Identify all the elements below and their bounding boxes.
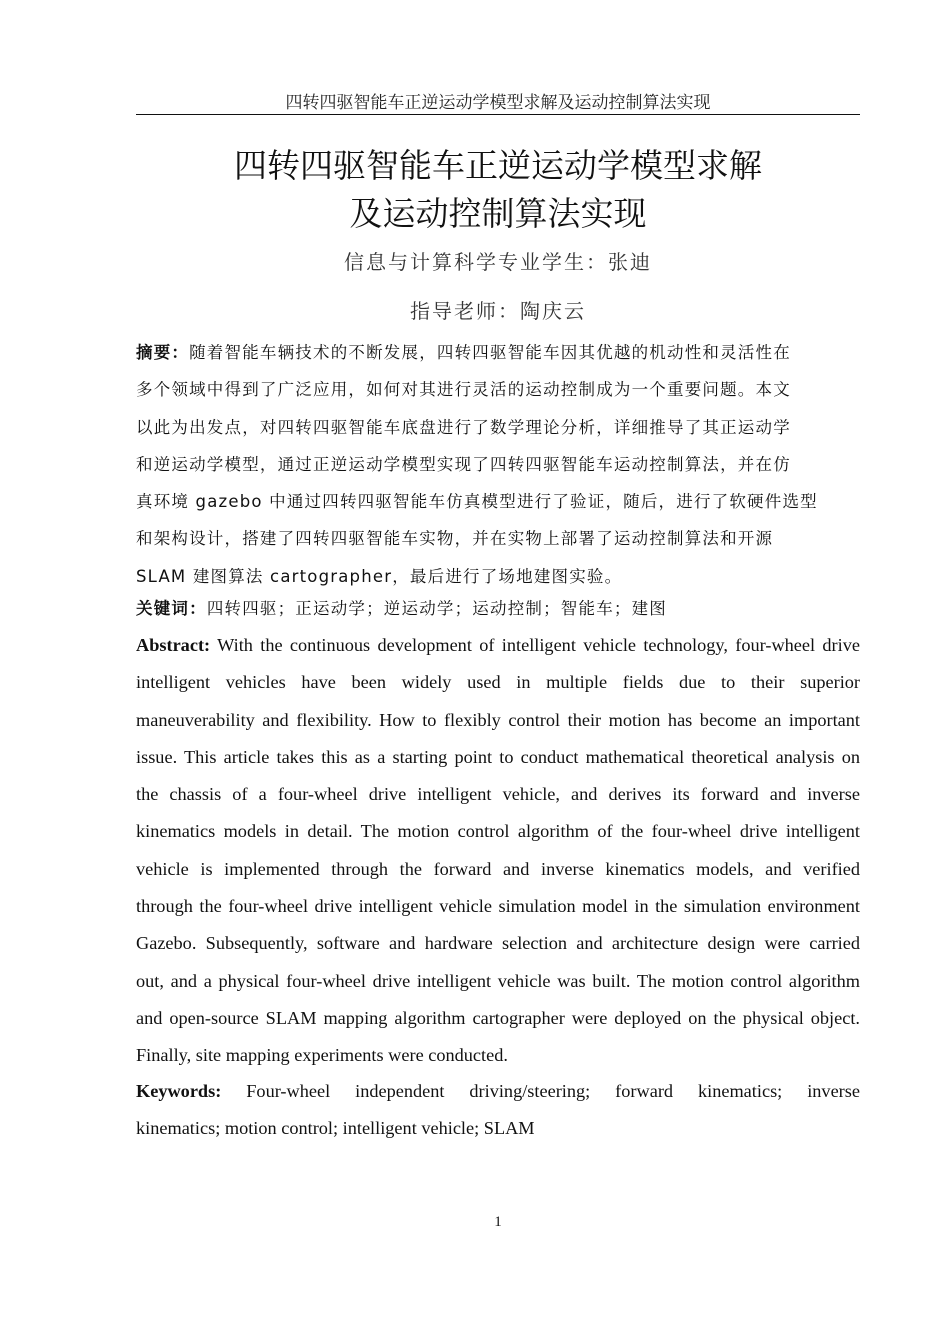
- en-abstract-label: Abstract:: [136, 635, 211, 655]
- author-line: 信息与计算科学专业学生：张迪: [344, 250, 652, 274]
- en-keywords-line: Keywords: Four-wheel independent driving/steering; forward kinematics; inverse: [136, 1081, 860, 1101]
- en-abstract-line: and open-source SLAM mapping algorithm cartographer were deployed on the physical object.: [136, 1007, 860, 1028]
- running-header: 四转四驱智能车正逆运动学模型求解及运动控制算法实现: [285, 93, 711, 112]
- title-line-1: 四转四驱智能车正逆运动学模型求解: [234, 146, 762, 185]
- page-number: 1: [494, 1214, 502, 1230]
- cn-abstract-line: 以此为出发点，对四转四驱智能车底盘进行了数学理论分析，详细推导了其正运动学: [136, 417, 791, 437]
- cn-abstract-line: 多个领域中得到了广泛应用，如何对其进行灵活的运动控制成为一个重要问题。本文: [136, 380, 791, 400]
- english-abstract: [136, 627, 860, 1075]
- header-rule: [136, 114, 860, 115]
- en-abstract-line: vehicle is implemented through the forward and inverse kinematics models, and verified: [136, 858, 860, 879]
- cn-abstract-line: 和逆运动学模型，通过正逆运动学模型实现了四转四驱智能车运动控制算法，并在仿: [136, 454, 791, 474]
- english-keywords: [136, 1073, 860, 1148]
- en-abstract-line: intelligent vehicles have been widely used in multiple fields due to their superior: [136, 672, 860, 693]
- cn-abstract-line: 和架构设计，搭建了四转四驱智能车实物，并在实物上部署了运动控制算法和开源: [136, 529, 774, 549]
- cn-abstract-line: SLAM 建图算法 cartographer，最后进行了场地建图实验。: [136, 566, 623, 586]
- cn-abstract-line: 摘要：随着智能车辆技术的不断发展，四转四驱智能车因其优越的机动性和灵活性在: [136, 343, 791, 362]
- cn-abstract-line: 真环境 gazebo 中通过四转四驱智能车仿真模型进行了验证，随后，进行了软硬件选型: [136, 492, 818, 512]
- en-abstract-line: Abstract: With the continuous development of intelligent vehicle technology, four-wheel drive: [136, 635, 860, 655]
- en-keywords-label: Keywords:: [136, 1081, 222, 1101]
- en-abstract-line: Finally, site mapping experiments were conducted.: [136, 1045, 508, 1066]
- cn-keywords-text: 四转四驱；正运动学；逆运动学；运动控制；智能车；建图: [206, 599, 668, 618]
- en-abstract-line: the chassis of a four-wheel drive intelligent vehicle, and derives its forward and inverse: [136, 784, 860, 805]
- en-abstract-line: kinematics models in detail. The motion control algorithm of the four-wheel drive intelligent: [136, 821, 860, 842]
- en-abstract-line: Gazebo. Subsequently, software and hardware selection and architecture design were carried: [136, 933, 860, 954]
- title-line-2: 及运动控制算法实现: [349, 194, 647, 233]
- paper-title: [136, 142, 860, 238]
- en-abstract-line: through the four-wheel drive intelligent vehicle simulation model in the simulation environment: [136, 896, 860, 917]
- en-abstract-line: issue. This article takes this as a starting point to conduct mathematical theoretical analysis on: [136, 746, 860, 767]
- chinese-keywords: [136, 596, 860, 622]
- en-abstract-line: maneuverability and flexibility. How to flexibly control their motion has become an important: [136, 709, 860, 730]
- en-abstract-line: out, and a physical four-wheel drive intelligent vehicle was built. The motion control algorithm: [136, 970, 860, 991]
- en-keywords-line: kinematics; motion control; intelligent vehicle; SLAM: [136, 1118, 535, 1139]
- cn-keywords-label: 关键词：: [136, 599, 207, 618]
- cn-abstract-label: 摘要：: [136, 343, 190, 362]
- advisor-line: 指导老师：陶庆云: [410, 299, 586, 323]
- chinese-abstract: [136, 334, 860, 595]
